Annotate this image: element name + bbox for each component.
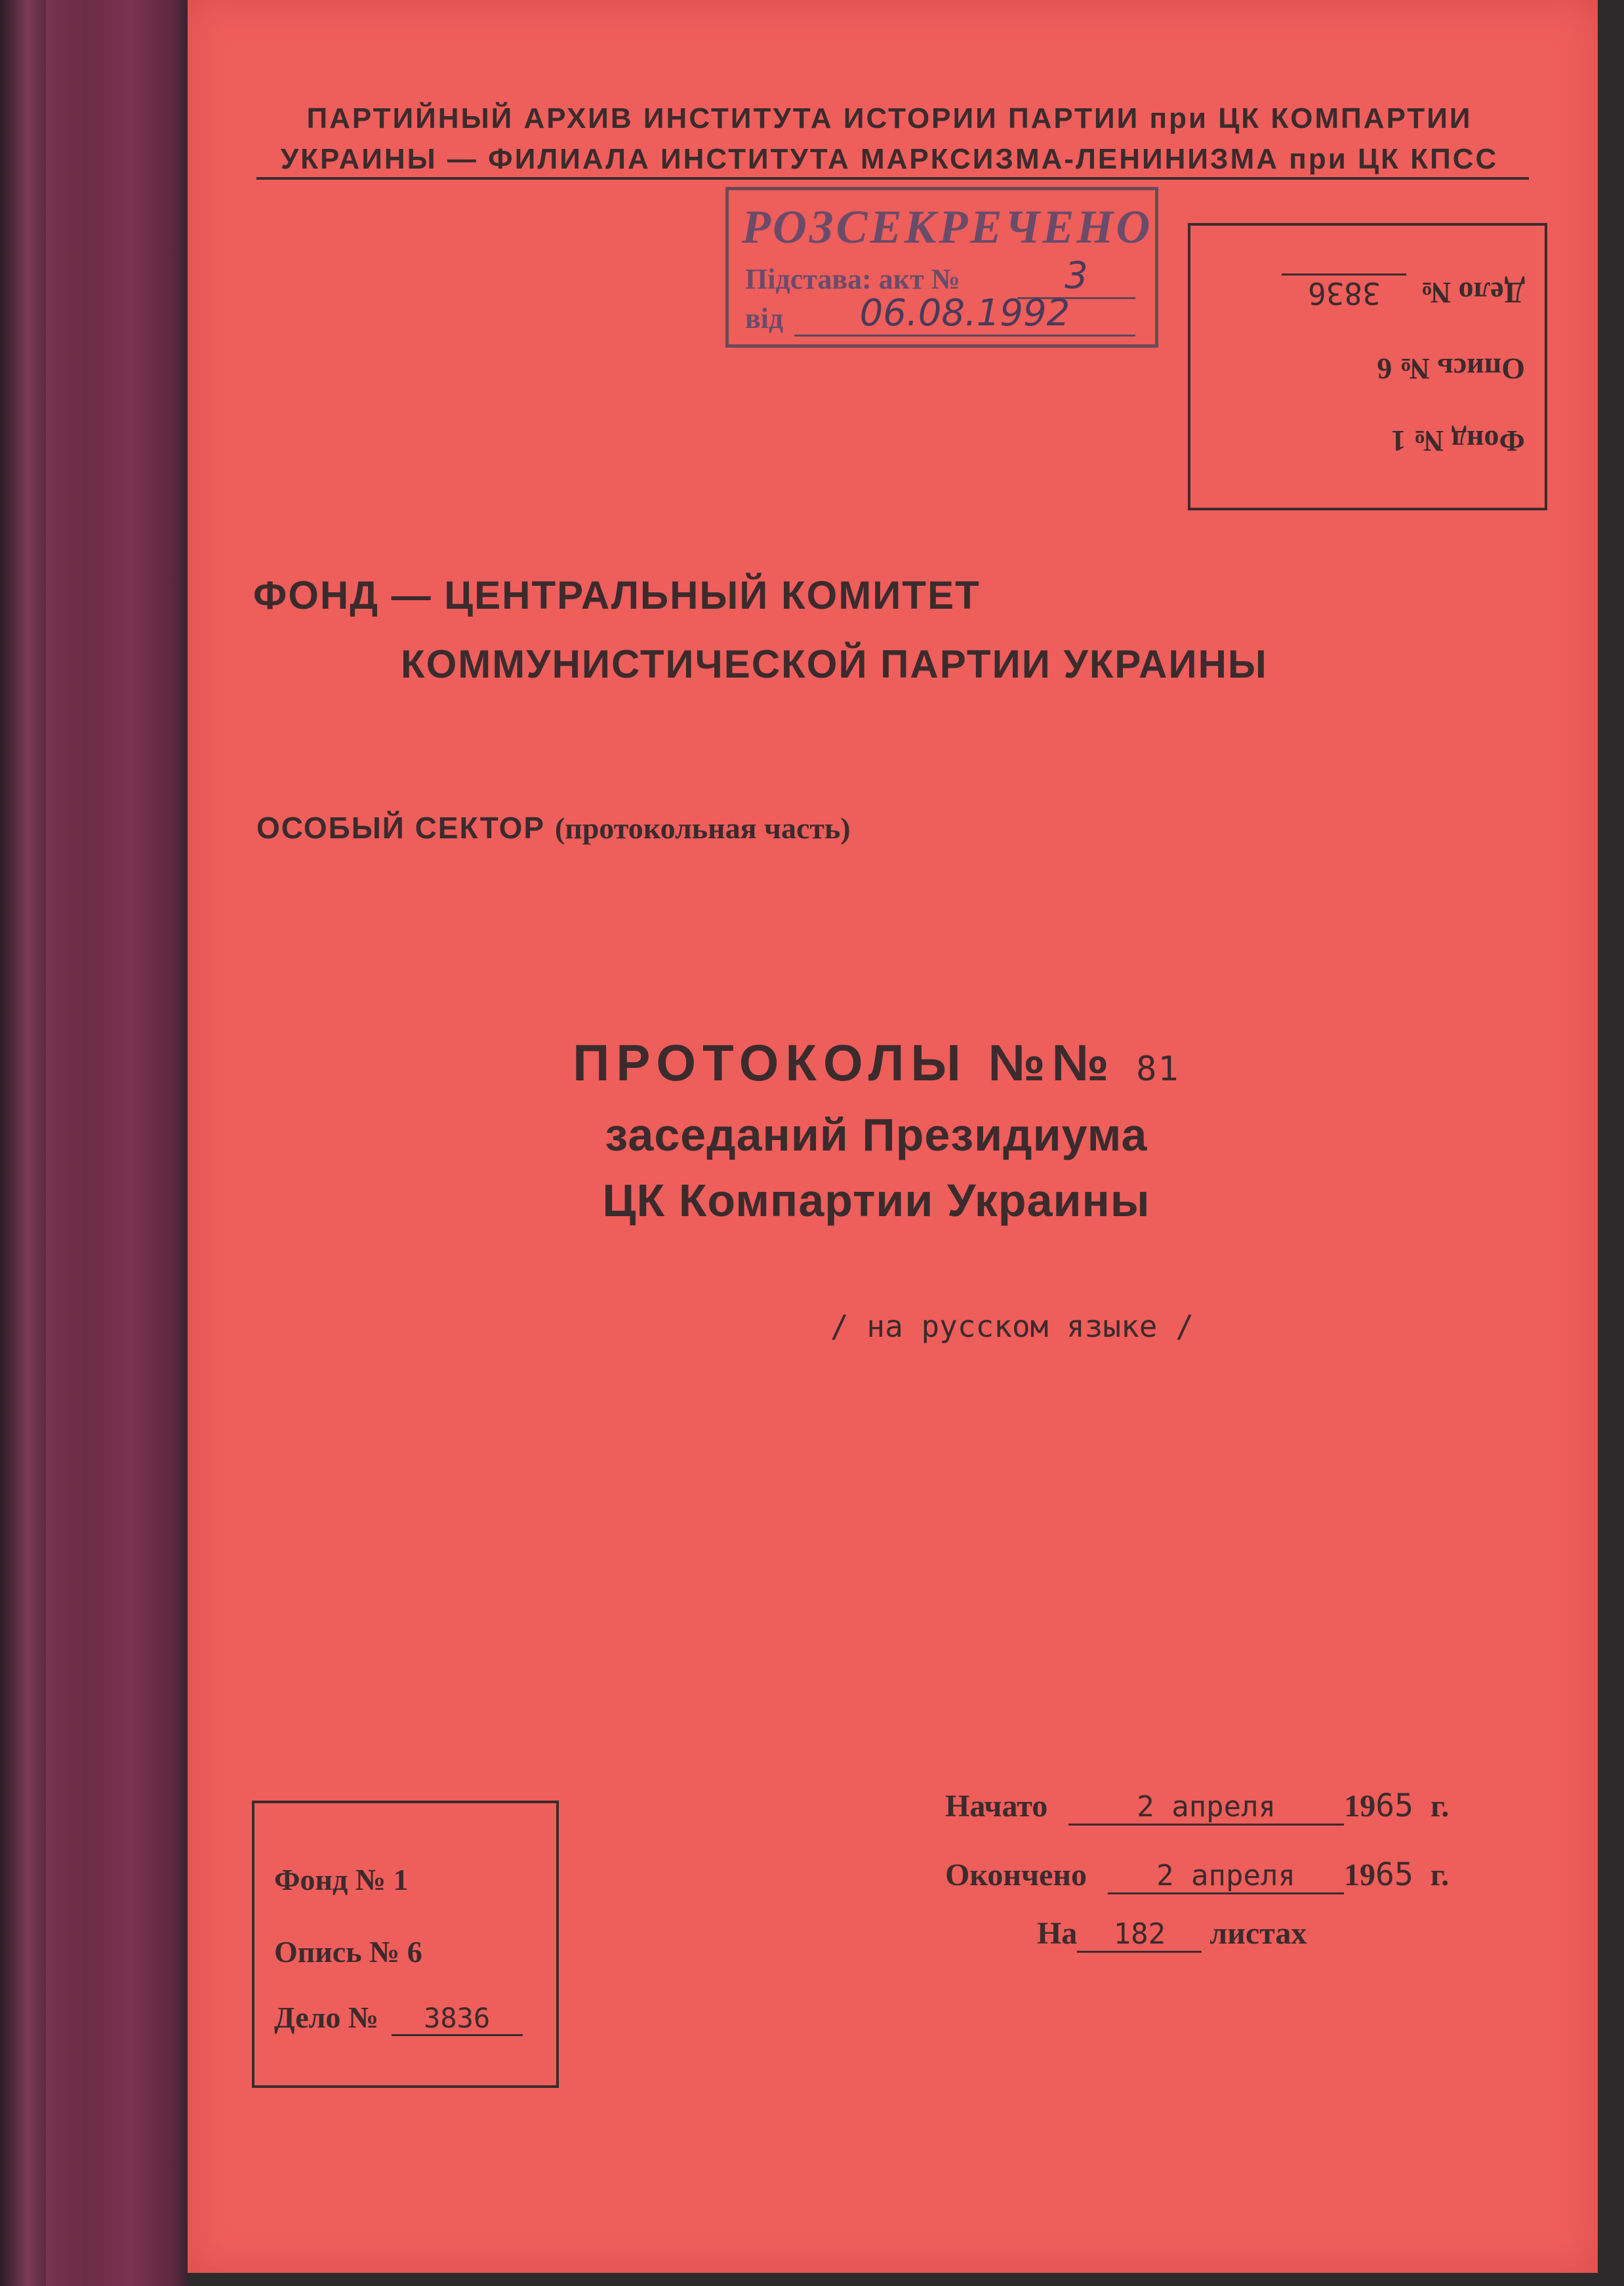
archive-header-line1: ПАРТИЙНЫЙ АРХИВ ИНСТИТУТА ИСТОРИИ ПАРТИИ при ЦК КОМПАРТИИ [306, 102, 1472, 134]
fund-title [253, 561, 1268, 699]
sector-name: ОСОБЫЙ СЕКТОР [256, 811, 546, 845]
finished-year-suffix: г. [1430, 1858, 1450, 1892]
stamp-basis-line [745, 262, 960, 296]
protocols-title: ПРОТОКОЛЫ №№ [573, 1034, 1116, 1092]
archive-header [253, 98, 1526, 180]
file-delo-number: 3836 [392, 2002, 523, 2036]
sector-sub: (протокольная часть) [554, 811, 851, 845]
inverted-delo-line [1282, 274, 1525, 311]
protocols-title-line [450, 1030, 1303, 1102]
fund-title-line1: ФОНД — ЦЕНТРАЛЬНЫЙ КОМИТЕТ [253, 573, 981, 617]
meeting-line: заседаний Президиума [605, 1109, 1148, 1160]
archive-header-line2: УКРАИНЫ — ФИЛИАЛА ИНСТИТУТА МАРКСИЗМА-ЛЕНИНИЗМА при ЦК КПСС [280, 143, 1499, 175]
fund-title-line2: КОММУНИСТИЧЕСКОЙ ПАРТИИ УКРАИНЫ [401, 642, 1268, 686]
stamp-date-label: від [745, 302, 784, 335]
sheets-suffix: листах [1209, 1916, 1307, 1951]
sheets-line [1037, 1915, 1307, 1953]
inverted-delo-number: 3836 [1282, 274, 1406, 311]
finished-year-prefix: 19 [1344, 1858, 1376, 1892]
inverted-archive-box-content [1190, 226, 1545, 508]
stamp-date: 06.08.1992 [794, 292, 1135, 337]
finished-year: 65 [1375, 1856, 1413, 1893]
file-delo-line [274, 2000, 523, 2036]
stamp-date-line [745, 302, 783, 335]
finished-label: Окончено [945, 1858, 1087, 1892]
finished-line [945, 1856, 1449, 1894]
inverted-delo-label: Дело № [1420, 276, 1525, 310]
started-label: Начато [945, 1789, 1048, 1824]
inverted-archive-box [1188, 223, 1547, 510]
started-line [945, 1787, 1449, 1826]
stamp-basis-label: Підстава: акт № [745, 263, 960, 295]
stamp-title: РОЗСЕКРЕЧЕНО [742, 201, 1153, 253]
protocol-number: 81 [1136, 1050, 1180, 1089]
file-delo-label: Дело № [274, 2001, 379, 2034]
stamp-act-number: 3 [1017, 255, 1135, 299]
language-note: / на русском языке / [830, 1309, 1194, 1344]
protocols-block [450, 1030, 1303, 1233]
started-year-suffix: г. [1430, 1789, 1450, 1824]
file-info-box [252, 1801, 559, 2088]
folder-cover [188, 0, 1598, 2273]
file-fond: Фонд № 1 [274, 1863, 409, 1896]
file-opis: Опись № 6 [274, 1935, 422, 1969]
inverted-opis: Опись № 6 [1377, 352, 1525, 386]
finished-date: 2 апреля [1108, 1859, 1344, 1894]
folder-spine-edge [0, 0, 46, 2286]
header-rule [256, 177, 1529, 180]
sheets-count: 182 [1077, 1917, 1202, 1953]
cc-line: ЦК Компартии Украины [602, 1175, 1150, 1226]
sheets-label: На [1037, 1916, 1078, 1951]
started-date: 2 апреля [1068, 1790, 1344, 1826]
inverted-fond: Фонд № 1 [1391, 424, 1525, 458]
started-year: 65 [1375, 1787, 1413, 1824]
sector-line [256, 810, 851, 846]
declassified-stamp [725, 187, 1158, 348]
started-year-prefix: 19 [1344, 1789, 1376, 1824]
